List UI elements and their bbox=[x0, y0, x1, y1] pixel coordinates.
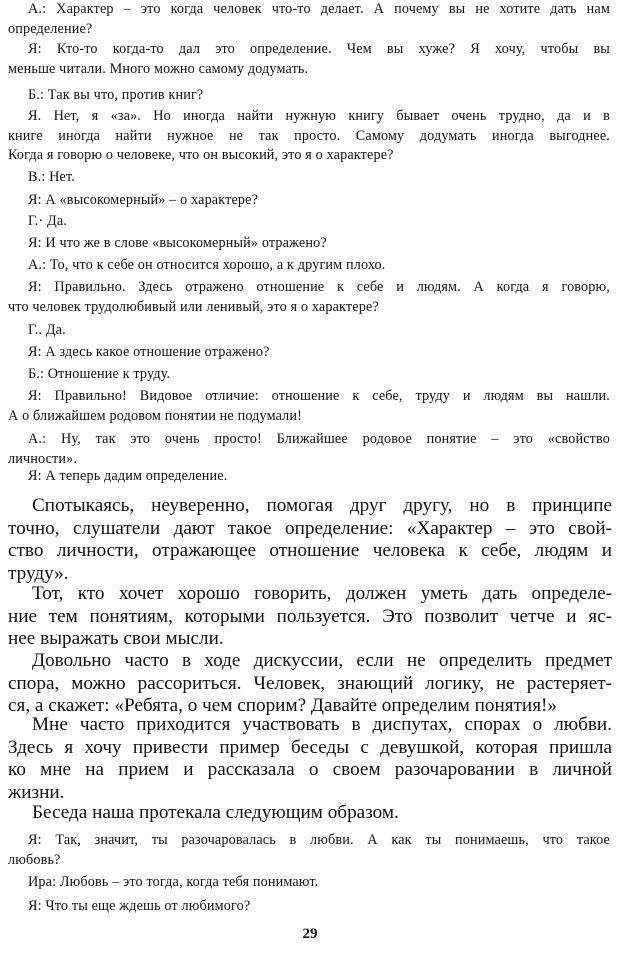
dialog-1-line: меньше читали. Много можно самому додумать. bbox=[8, 60, 309, 77]
dialog-1-line: Г.. Да. bbox=[28, 322, 66, 338]
dialog-1-line: Я. Нет, я «за». Но иногда найти нужную книгу бывает очень трудно, да и в bbox=[28, 108, 610, 124]
dialog-1-line: В.: Нет. bbox=[28, 169, 75, 185]
dialog-1-line: А.: То, что к себе он относится хорошо, а к другим плохо. bbox=[28, 257, 386, 273]
main-line: ние тем понятиям, которыми пользуется. Это позволит четче и яс- bbox=[8, 605, 612, 627]
main-paragraph bbox=[8, 583, 612, 651]
main-paragraph bbox=[8, 650, 612, 718]
dialog-1-line: А.: Ну, так это очень просто! Ближайшее родовое понятие – это «свойство bbox=[28, 431, 610, 447]
dialog-1-line: А.: Характер – это когда человек что-то делает. А почему вы не хотите дать нам bbox=[28, 1, 610, 17]
main-line: труду». bbox=[8, 562, 69, 584]
dialog-1-paragraph bbox=[8, 343, 610, 363]
dialog-1-line: Я: А здесь какое отношение отражено? bbox=[28, 344, 270, 360]
dialog-1-paragraph bbox=[8, 86, 610, 106]
dialog-1-paragraph bbox=[8, 191, 610, 211]
dialog-2-paragraph bbox=[8, 831, 610, 870]
dialog-1-paragraph bbox=[8, 0, 610, 39]
dialog-1-line: личности». bbox=[8, 450, 78, 467]
dialog-2-paragraph bbox=[8, 873, 610, 893]
dialog-1-paragraph bbox=[8, 107, 610, 166]
main-line: спора, можно рассориться. Человек, знающий логику, не растеряет- bbox=[8, 672, 612, 694]
dialog-1-paragraph bbox=[8, 168, 610, 188]
dialog-1-paragraph bbox=[8, 365, 610, 385]
dialog-1-line: А о ближайшем родовом понятии не подумали! bbox=[8, 407, 303, 424]
dialog-1-paragraph bbox=[8, 256, 610, 276]
dialog-1-line: Я: Правильно. Здесь отражено отношение к себе и людям. А когда я говорю, bbox=[28, 279, 610, 295]
main-line: Спотыкаясь, неуверенно, помогая друг другу, но в принципе bbox=[32, 495, 612, 516]
dialog-1-paragraph bbox=[8, 212, 610, 232]
dialog-1-line: Я: И что же в слове «высокомерный» отражено? bbox=[28, 235, 327, 251]
dialog-1-line: определение? bbox=[8, 20, 93, 37]
main-line: ся, а скажет: «Ребята, о чем спорим? Давайте определим понятия!» bbox=[8, 695, 557, 717]
dialog-1-paragraph bbox=[8, 467, 610, 487]
main-line: Мне часто приходится участвовать в диспутах, спорах о любви. bbox=[32, 714, 612, 735]
main-paragraph bbox=[8, 495, 612, 585]
main-line: Здесь я хочу привести пример беседы с девушкой, которая пришла bbox=[8, 736, 612, 758]
page-number: 29 bbox=[302, 926, 318, 942]
dialog-1-paragraph bbox=[8, 234, 610, 254]
dialog-2-line: любовь? bbox=[8, 851, 61, 868]
dialog-1-paragraph bbox=[8, 278, 610, 317]
main-line: нее выражать свои мысли. bbox=[8, 628, 224, 650]
dialog-1-line: книге иногда найти нужное не так просто. Самому додумать иногда выгоднее. bbox=[8, 127, 610, 144]
dialog-2-line: Ира: Любовь – это тогда, когда тебя понимают. bbox=[28, 874, 319, 890]
dialog-1-paragraph bbox=[8, 387, 610, 426]
dialog-1-paragraph bbox=[8, 430, 610, 469]
dialog-1-line: Я: Правильно! Видовое отличие: отношение к себе, труду и людям вы нашли. bbox=[28, 388, 610, 404]
main-paragraph bbox=[8, 714, 612, 804]
dialog-1-line: Я: А теперь дадим определение. bbox=[28, 468, 228, 484]
main-line: ко мне на прием и рассказала о своем разочаровании в личной bbox=[8, 759, 612, 781]
dialog-1-line: Я: Кто-то когда-то дал это определение. Чем вы хуже? Я хочу, чтобы вы bbox=[28, 41, 610, 57]
dialog-1-line: Б.: Так вы что, против книг? bbox=[28, 87, 204, 103]
dialog-2-paragraph bbox=[8, 897, 610, 917]
main-line: Довольно часто в ходе дискуссии, если не определить предмет bbox=[32, 650, 612, 671]
dialog-2-line: Я: Так, значит, ты разочаровалась в любви. А как ты понимаешь, что такое bbox=[28, 832, 610, 848]
dialog-2-line: Я: Что ты еще ждешь от любимого? bbox=[28, 898, 251, 914]
main-line: ство личности, отражающее отношение человека к себе, людям и bbox=[8, 540, 612, 562]
dialog-1-line: что человек трудолюбивый или ленивый, это я о характере? bbox=[8, 298, 379, 315]
main-line: жизни. bbox=[8, 781, 65, 803]
dialog-1-line: Когда я говорю о человеке, что он высокий, это я о характере? bbox=[8, 147, 394, 163]
dialog-1-paragraph bbox=[8, 40, 610, 79]
main-paragraph bbox=[8, 802, 612, 825]
dialog-1-line: Г.· Да. bbox=[28, 213, 67, 229]
dialog-1-line: Я: А «высокомерный» – о характере? bbox=[28, 192, 259, 208]
main-line: точно, слушатели дают такое определение: «Характер – это свой- bbox=[8, 517, 612, 539]
dialog-1-paragraph bbox=[8, 321, 610, 341]
main-line: Тот, кто хочет хорошо говорить, должен уметь дать определе- bbox=[32, 583, 612, 604]
main-line: Беседа наша протекала следующим образом. bbox=[32, 802, 399, 823]
dialog-1-line: Б.: Отношение к труду. bbox=[28, 366, 171, 382]
